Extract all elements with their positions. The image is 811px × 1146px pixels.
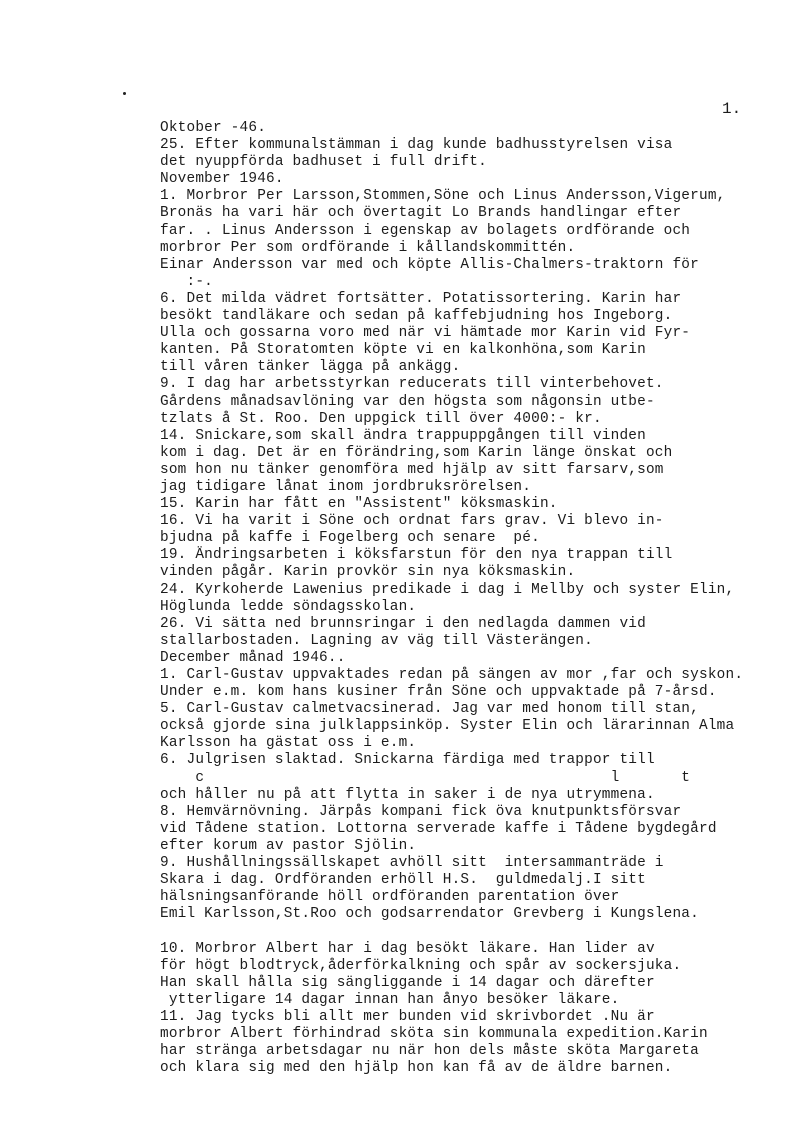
text-line: för högt blodtryck,åderförkalkning och spår av sockersjuka.	[160, 957, 682, 974]
text-line: vinden pågår. Karin provkör sin nya köksmaskin.	[160, 564, 576, 581]
text-line: far. . Linus Andersson i egenskap av bolagets ordförande och	[160, 222, 691, 239]
text-line: besökt tandläkare och sedan på kaffebjudning hos Ingeborg.	[160, 308, 673, 325]
text-line: 1. Morbror Per Larsson,Stommen,Söne och Linus Andersson,Vigerum,	[160, 188, 726, 205]
text-line: 9. I dag har arbetsstyrkan reducerats till vinterbehovet.	[160, 376, 664, 393]
text-line: som hon nu tänker genomföra med hjälp av sitt farsarv,som	[160, 461, 664, 478]
text-line: 25. Efter kommunalstämman i dag kunde badhusstyrelsen visa	[160, 137, 673, 154]
text-line: 1. Carl-Gustav uppvaktades redan på sängen av mor ,far och syskon.	[160, 667, 744, 683]
text-line: Han skall hålla sig sängliggande i 14 dagar och därefter	[160, 974, 655, 991]
text-line: stallarbostaden. Lagning av väg till Västerängen.	[160, 632, 593, 649]
text-line: har stränga arbetsdagar nu när hon dels måste sköta Margareta	[160, 1043, 699, 1060]
text-line: Under e.m. kom hans kusiner från Söne och uppvaktade på 7-årsd.	[160, 684, 717, 701]
text-line: det nyuppförda badhuset i full drift.	[160, 154, 487, 171]
text-line: Bronäs ha vari här och övertagit Lo Brands handlingar efter	[160, 205, 682, 222]
text-line: 14. Snickare,som skall ändra trappuppgången till vinden	[160, 427, 646, 444]
text-line: 5. Carl-Gustav calmetvacsinerad. Jag var med honom till stan,	[160, 701, 699, 718]
text-line: och klara sig med den hjälp hon kan få av de äldre barnen.	[160, 1060, 673, 1077]
text-line: ytterligare 14 dagar innan han ånyo besöker läkare.	[160, 991, 620, 1008]
text-line: 15. Karin har fått en "Assistent" köksmaskin.	[160, 496, 558, 513]
text-line: kanten. På Storatomten köpte vi en kalkonhöna,som Karin	[160, 342, 646, 359]
text-line: 10. Morbror Albert har i dag besökt läkare. Han lider av	[160, 940, 655, 957]
text-line: och håller nu på att flytta in saker i de nya utrymmena.	[160, 786, 655, 803]
text-line: 19. Ändringsarbeten i köksfarstun för den nya trappan till	[160, 547, 673, 564]
text-line: :-.	[160, 273, 214, 290]
text-line: December månad 1946..	[160, 649, 346, 666]
text-line: November 1946.	[160, 171, 284, 188]
text-line: Gårdens månadsavlöning var den högsta som någonsin utbe-	[160, 393, 655, 410]
text-line: tzlats å St. Roo. Den uppgick till över 4000:- kr.	[160, 410, 602, 427]
text-line: 16. Vi ha varit i Söne och ordnat fars grav. Vi blevo in-	[160, 513, 664, 530]
text-line: till våren tänker lägga på ankägg.	[160, 359, 461, 376]
text-line: 8. Hemvärnövning. Järpås kompani fick öva knutpunktsförsvar	[160, 803, 682, 820]
text-line: hälsningsanförande höll ordföranden parentation över	[160, 889, 620, 906]
text-line: Skara i dag. Ordföranden erhöll H.S. guldmedalj.I sitt	[160, 872, 646, 889]
text-line: 6. Det milda vädret fortsätter. Potatissortering. Karin har	[160, 290, 682, 307]
typewritten-text	[160, 120, 805, 1077]
text-line: 6. Julgrisen slaktad. Snickarna färdiga med trappor till	[160, 752, 655, 769]
text-line: c l t	[160, 769, 691, 786]
text-line: bjudna på kaffe i Fogelberg och senare pé.	[160, 530, 540, 547]
text-line: Emil Karlsson,St.Roo och godsarrendator Grevberg i Kungslena.	[160, 906, 699, 923]
margin-dot	[123, 92, 126, 95]
text-line: morbror Per som ordförande i kållandskommittén.	[160, 239, 576, 256]
text-line: 9. Hushållningssällskapet avhöll sitt intersammanträde i	[160, 855, 664, 872]
text-line: efter korum av pastor Sjölin.	[160, 837, 417, 854]
text-line: också gjorde sina julklappsinköp. Syster Elin och lärarinnan Alma	[160, 718, 735, 735]
blank-line	[160, 923, 805, 940]
text-line: morbror Albert förhindrad sköta sin kommunala expedition.Karin	[160, 1025, 708, 1042]
text-line: 24. Kyrkoherde Lawenius predikade i dag i Mellby och syster Elin,	[160, 581, 735, 598]
text-line: 11. Jag tycks bli allt mer bunden vid skrivbordet .Nu är	[160, 1008, 655, 1025]
text-line: kom i dag. Det är en förändring,som Karin länge önskat och	[160, 444, 673, 461]
text-line: Oktober -46.	[160, 120, 267, 136]
text-line: Höglunda ledde söndagsskolan.	[160, 598, 417, 615]
text-line: jag tidigare lånat inom jordbruksrörelsen.	[160, 478, 532, 495]
text-line: Ulla och gossarna voro med när vi hämtade mor Karin vid Fyr-	[160, 325, 691, 342]
text-line: vid Tådene station. Lottorna serverade kaffe i Tådene bygdegård	[160, 820, 717, 837]
page-number: 1.	[722, 100, 742, 118]
text-line: Karlsson ha gästat oss i e.m.	[160, 735, 417, 752]
text-line: Einar Andersson var med och köpte Allis-Chalmers-traktorn för	[160, 256, 699, 273]
text-line: 26. Vi sätta ned brunnsringar i den nedlagda dammen vid	[160, 615, 646, 632]
